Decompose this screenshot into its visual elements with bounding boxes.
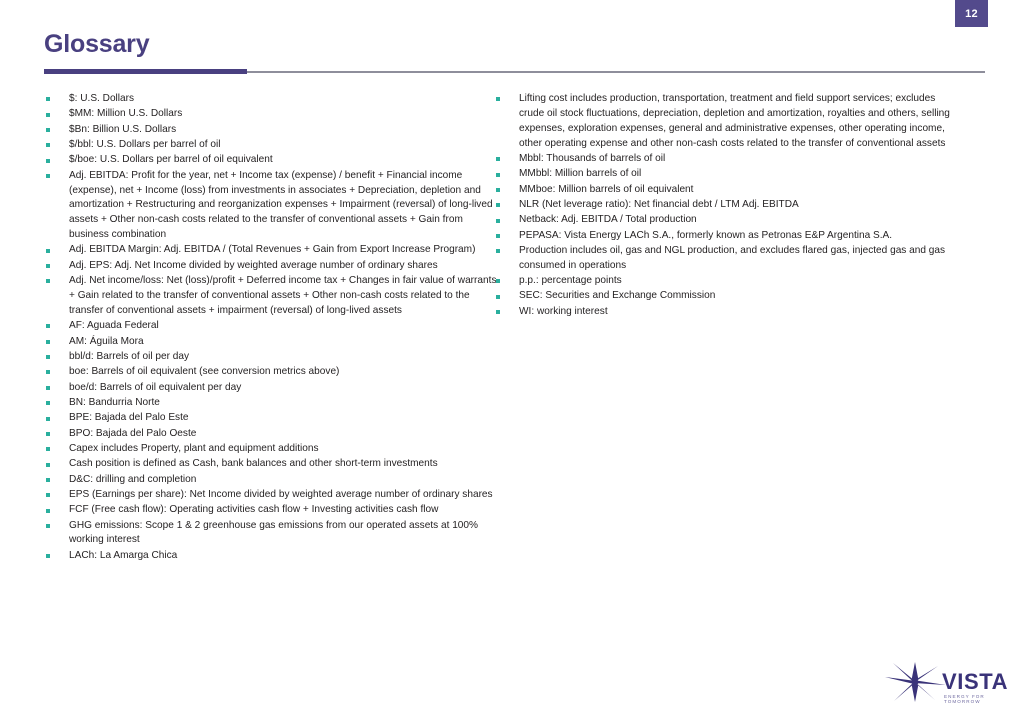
glossary-item: NLR (Net leverage ratio): Net financial debt / LTM Adj. EBITDA xyxy=(494,198,954,213)
glossary-item: Cash position is defined as Cash, bank balances and other short-term investments xyxy=(44,457,499,472)
glossary-item: bbl/d: Barrels of oil per day xyxy=(44,350,499,365)
page-title: Glossary xyxy=(44,30,150,58)
glossary-item: BN: Bandurria Norte xyxy=(44,396,499,411)
page-number-badge: 12 xyxy=(955,0,988,27)
glossary-item: BPO: Bajada del Palo Oeste xyxy=(44,427,499,442)
glossary-item: Adj. EBITDA Margin: Adj. EBITDA / (Total Revenues + Gain from Export Increase Program) xyxy=(44,243,499,258)
glossary-item: Adj. EPS: Adj. Net Income divided by weighted average number of ordinary shares xyxy=(44,259,499,274)
vista-logo xyxy=(885,658,1010,710)
glossary-item: MMboe: Million barrels of oil equivalent xyxy=(494,183,954,198)
glossary-right-column xyxy=(494,92,954,320)
glossary-item: BPE: Bajada del Palo Este xyxy=(44,411,499,426)
glossary-item: Adj. Net income/loss: Net (loss)/profit + Deferred income tax + Changes in fair value of warrants + Gain related to the transfer of conventional assets + Other non-cash costs related to the transfer of conventional assets + impairment (reversal) of long-lived assets xyxy=(44,274,499,319)
glossary-item: SEC: Securities and Exchange Commission xyxy=(494,289,954,304)
glossary-item: Capex includes Property, plant and equipment additions xyxy=(44,442,499,457)
glossary-item: boe: Barrels of oil equivalent (see conversion metrics above) xyxy=(44,365,499,380)
glossary-item: Lifting cost includes production, transportation, treatment and field support services; excludes crude oil stock fluctuations, depreciation, depletion and amortization, royalties and others, selling expenses, exploration expenses, general and administrative expenses, other operating income, other operating expense and other non-cash costs related to the transfer of conventional assets xyxy=(494,92,954,151)
title-divider xyxy=(44,69,985,74)
glossary-item: Production includes oil, gas and NGL production, and excludes flared gas, injected gas and gas consumed in operations xyxy=(494,244,954,274)
glossary-item: GHG emissions: Scope 1 & 2 greenhouse gas emissions from our operated assets at 100% working interest xyxy=(44,519,499,549)
glossary-item: WI: working interest xyxy=(494,305,954,320)
glossary-item: boe/d: Barrels of oil equivalent per day xyxy=(44,381,499,396)
glossary-item: MMbbl: Million barrels of oil xyxy=(494,167,954,182)
divider-purple-accent xyxy=(44,69,247,74)
glossary-item: Netback: Adj. EBITDA / Total production xyxy=(494,213,954,228)
glossary-list-left xyxy=(44,92,499,564)
glossary-list-right xyxy=(494,92,954,320)
glossary-item: FCF (Free cash flow): Operating activities cash flow + Investing activities cash flow xyxy=(44,503,499,518)
glossary-left-column xyxy=(44,92,499,564)
glossary-item: $: U.S. Dollars xyxy=(44,92,499,107)
glossary-item: D&C: drilling and completion xyxy=(44,473,499,488)
glossary-item: $MM: Million U.S. Dollars xyxy=(44,107,499,122)
glossary-item: AF: Aguada Federal xyxy=(44,319,499,334)
logo-wordmark: VISTA xyxy=(942,669,1009,694)
glossary-item: $/bbl: U.S. Dollars per barrel of oil xyxy=(44,138,499,153)
glossary-item: $Bn: Billion U.S. Dollars xyxy=(44,123,499,138)
glossary-item: $/boe: U.S. Dollars per barrel of oil equivalent xyxy=(44,153,499,168)
glossary-item: EPS (Earnings per share): Net Income divided by weighted average number of ordinary shares xyxy=(44,488,499,503)
starburst-icon xyxy=(885,660,947,704)
glossary-item: LACh: La Amarga Chica xyxy=(44,549,499,564)
glossary-item: Mbbl: Thousands of barrels of oil xyxy=(494,152,954,167)
logo-tagline: ENERGY FOR TOMORROW xyxy=(944,694,985,704)
glossary-item: p.p.: percentage points xyxy=(494,274,954,289)
glossary-item: AM: Águila Mora xyxy=(44,335,499,350)
glossary-item: PEPASA: Vista Energy LACh S.A., formerly known as Petronas E&P Argentina S.A. xyxy=(494,229,954,244)
glossary-item: Adj. EBITDA: Profit for the year, net + Income tax (expense) / benefit + Financial income (expense), net + Income (loss) from investments in associates + Depreciation, depletion and amortization + Restructuring and reorganization expenses + Impairment (reversal) of long-lived assets + Other non-cash costs related to the transfer of conventional assets + Gain from business combination xyxy=(44,169,499,243)
